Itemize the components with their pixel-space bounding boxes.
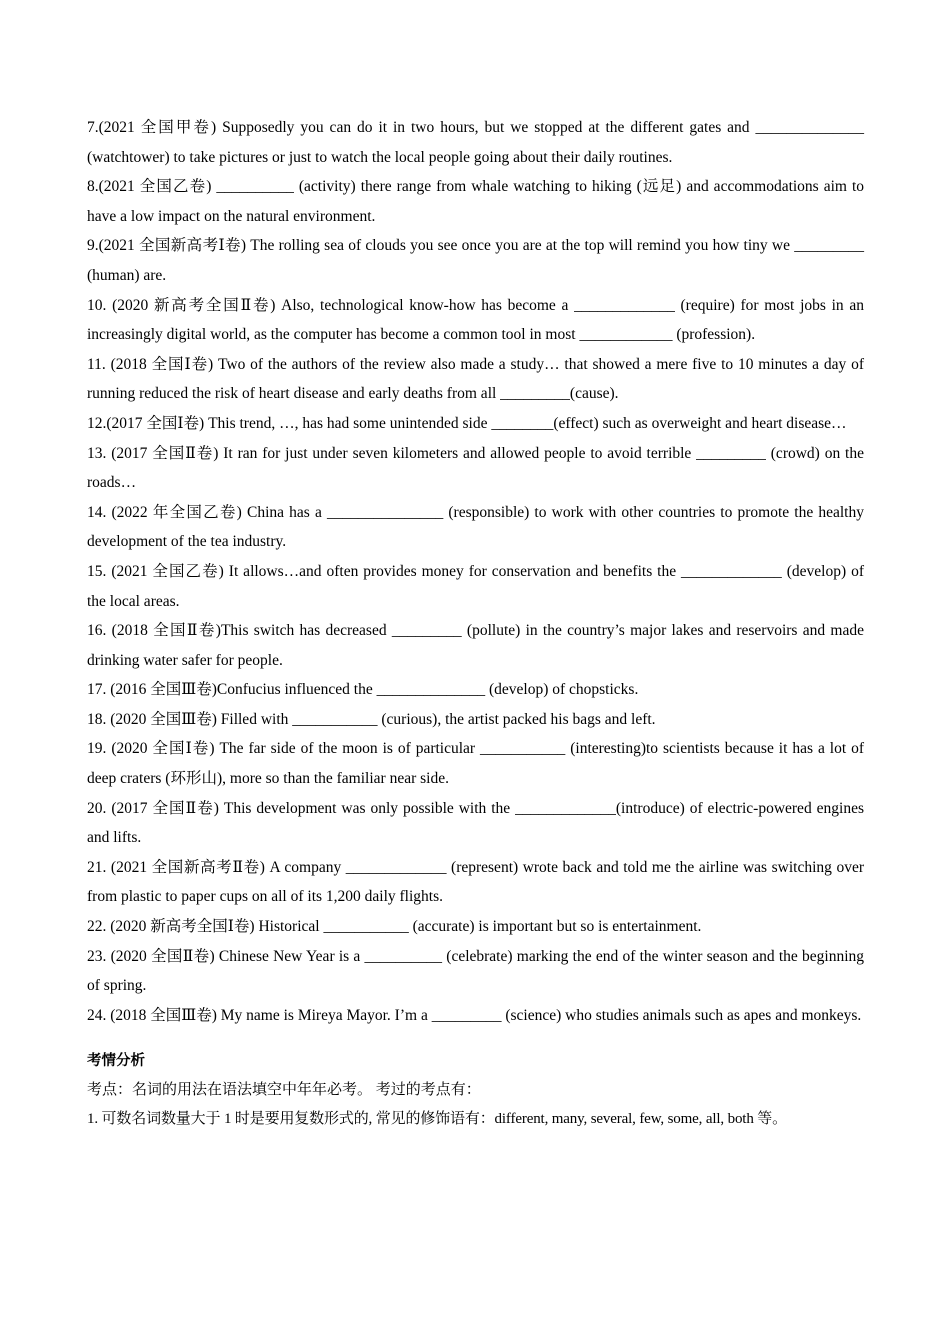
question-13: 13. (2017 全国Ⅱ卷) It ran for just under seven kilometers and allowed people to avoid terrible _________ (crowd) on the roads… <box>87 444 864 492</box>
question-12: 12.(2017 全国Ⅰ卷) This trend, …, has had some unintended side ________(effect) such as overweight and heart disease… <box>87 414 847 432</box>
question-18: 18. (2020 全国Ⅲ卷) Filled with ___________ (curious), the artist packed his bags and left. <box>87 710 656 728</box>
analysis-section <box>87 1047 864 1134</box>
analysis-point-1: 1. 可数名词数量大于 1 时是要用复数形式的, 常见的修饰语有：different, many, several, few, some, all, both 等。 <box>87 1111 787 1128</box>
analysis-title: 考情分析 <box>87 1053 145 1070</box>
question-14: 14. (2022 年全国乙卷) China has a _______________ (responsible) to work with other countries to promote the healthy development of the tea industry. <box>87 503 864 551</box>
analysis-intro: 考点：名词的用法在语法填空中年年必考。 考过的考点有： <box>87 1082 481 1099</box>
question-20: 20. (2017 全国Ⅱ卷) This development was only possible with the _____________(introduce) of electric-powered engines and lifts. <box>87 799 864 847</box>
question-24: 24. (2018 全国Ⅲ卷) My name is Mireya Mayor. I’m a _________ (science) who studies animals such as apes and monkeys. <box>87 1006 862 1024</box>
question-22: 22. (2020 新高考全国Ⅰ卷) Historical ___________ (accurate) is important but so is entertainment. <box>87 918 702 936</box>
question-list <box>87 113 864 1030</box>
question-17: 17. (2016 全国Ⅲ卷)Confucius influenced the ______________ (develop) of chopsticks. <box>87 681 639 699</box>
question-23: 23. (2020 全国Ⅱ卷) Chinese New Year is a __________ (celebrate) marking the end of the winter season and the beginning of spring. <box>87 947 864 995</box>
question-19: 19. (2020 全国Ⅰ卷) The far side of the moon is of particular ___________ (interesting)to scientists because it has a lot of deep craters (环形山), more so than the familiar near side. <box>87 740 864 788</box>
question-7: 7.(2021 全国甲卷) Supposedly you can do it in two hours, but we stopped at the different gates and ______________ (watchtower) to take pictures or just to watch the local people going about their daily routines. <box>87 119 864 166</box>
question-11: 11. (2018 全国Ⅰ卷) Two of the authors of the review also made a study… that showed a mere five to 10 minutes a day of running reduced the risk of heart disease and early deaths from all _________(cause). <box>87 355 864 403</box>
question-9: 9.(2021 全国新高考Ⅰ卷) The rolling sea of clouds you see once you are at the top will remind you how tiny we _________ (human) are. <box>87 237 864 284</box>
question-21: 21. (2021 全国新高考Ⅱ卷) A company _____________ (represent) wrote back and told me the airline was switching over from plastic to paper cups on all of its 1,200 daily flights. <box>87 858 864 906</box>
question-10: 10. (2020 新高考全国Ⅱ卷) Also, technological know-how has become a _____________ (require) for most jobs in an increasingly digital world, as the computer has become a common tool in most ____________ (profession). <box>87 296 864 344</box>
question-16: 16. (2018 全国Ⅱ卷)This switch has decreased _________ (pollute) in the country’s major lakes and reservoirs and made drinking water safer for people. <box>87 622 864 669</box>
document-page <box>87 113 864 1134</box>
question-15: 15. (2021 全国乙卷) It allows…and often provides money for conservation and benefits the _____________ (develop) of the local areas. <box>87 562 864 610</box>
question-8: 8.(2021 全国乙卷) __________ (activity) there range from whale watching to hiking (远足) and accommodations aim to have a low impact on the natural environment. <box>87 178 864 225</box>
